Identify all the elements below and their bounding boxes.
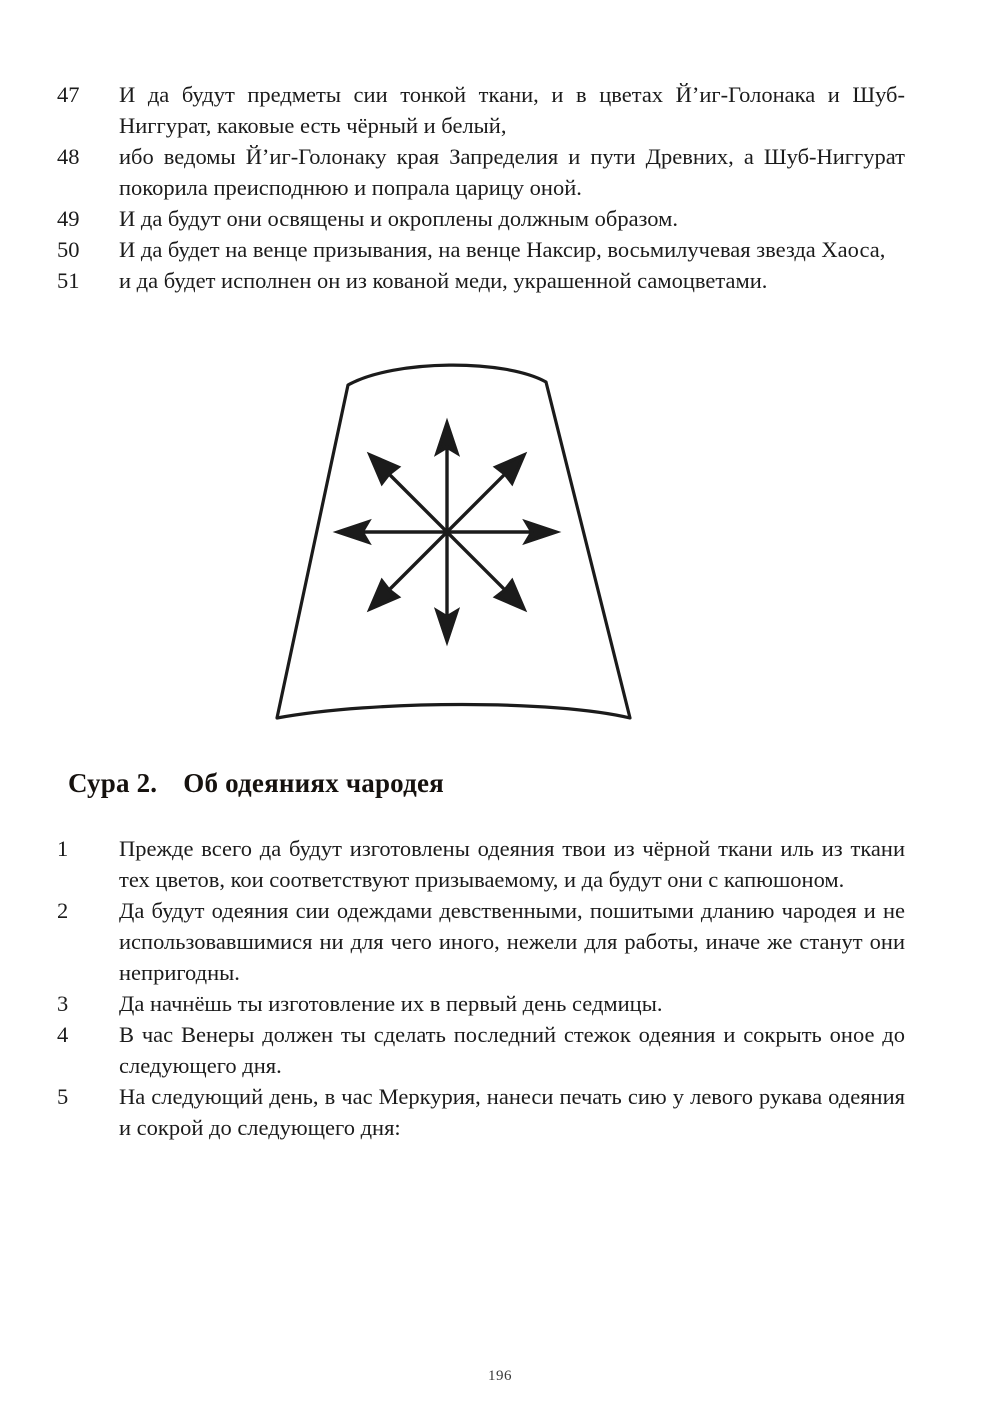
verse-text: Прежде всего да будут изготовлены одеяния твои из чёрной ткани иль из ткани тех цветов, кои соответствуют призываемому, и да будут они с капюшоном.	[119, 836, 905, 892]
verse-number: 1	[57, 836, 69, 861]
verse-item	[55, 265, 905, 296]
figure-chaos-star-vestment	[255, 355, 655, 740]
verse-item	[55, 203, 905, 234]
verse-number: 51	[57, 268, 80, 293]
verse-text: И да будут предметы сии тонкой ткани, и в цветах Й’иг-Голонака и Шуб-Ниггурат, каковые есть чёрный и белый,	[119, 82, 905, 138]
verse-number: 3	[57, 991, 69, 1016]
verse-text: Да начнёшь ты изготовление их в первый день седмицы.	[119, 991, 663, 1016]
verse-number: 47	[57, 82, 80, 107]
chaos-star-illustration	[255, 355, 655, 740]
verse-item	[55, 1081, 905, 1143]
sura-label: Сура 2.	[68, 768, 158, 798]
verse-item	[55, 988, 905, 1019]
verse-item	[55, 833, 905, 895]
verse-number: 48	[57, 144, 80, 169]
verse-number: 2	[57, 898, 69, 923]
verse-item	[55, 234, 905, 265]
verse-item	[55, 79, 905, 141]
verse-text: И да будут они освящены и окроплены должным образом.	[119, 206, 678, 231]
verse-number: 5	[57, 1084, 69, 1109]
verse-text: Да будут одеяния сии одеждами девственными, пошитыми дланию чародея и не использовавшимися ни для чего иного, нежели для работы, иначе же станут они непригодны.	[119, 898, 905, 985]
verse-text: и да будет исполнен он из кованой меди, украшенной самоцветами.	[119, 268, 768, 293]
chaos-star-rays	[338, 423, 556, 641]
verse-item	[55, 895, 905, 988]
verse-text: На следующий день, в час Меркурия, нанеси печать сию у левого рукава одеяния и сокрой до следующего дня:	[119, 1084, 905, 1140]
verse-number: 4	[57, 1022, 69, 1047]
page-number: 196	[488, 1368, 512, 1384]
verse-item	[55, 141, 905, 203]
verse-text: ибо ведомы Й’иг-Голонаку края Запределия и пути Древних, а Шуб-Ниггурат покорила преисподнюю и попрала царицу оной.	[119, 144, 905, 200]
verse-text: В час Венеры должен ты сделать последний стежок одеяния и сокрыть оное до следующего дня.	[119, 1022, 905, 1078]
verse-number: 49	[57, 206, 80, 231]
sura-title: Об одеяниях чародея	[183, 768, 444, 798]
verse-list-sura-1	[55, 79, 905, 296]
verse-list-sura-2	[55, 833, 905, 1143]
verse-text: И да будет на венце призывания, на венце Наксир, восьмилучевая звезда Хаоса,	[119, 237, 886, 262]
verse-item	[55, 1019, 905, 1081]
sura-heading	[68, 768, 444, 799]
vestment-outline	[277, 365, 630, 718]
verse-number: 50	[57, 237, 80, 262]
